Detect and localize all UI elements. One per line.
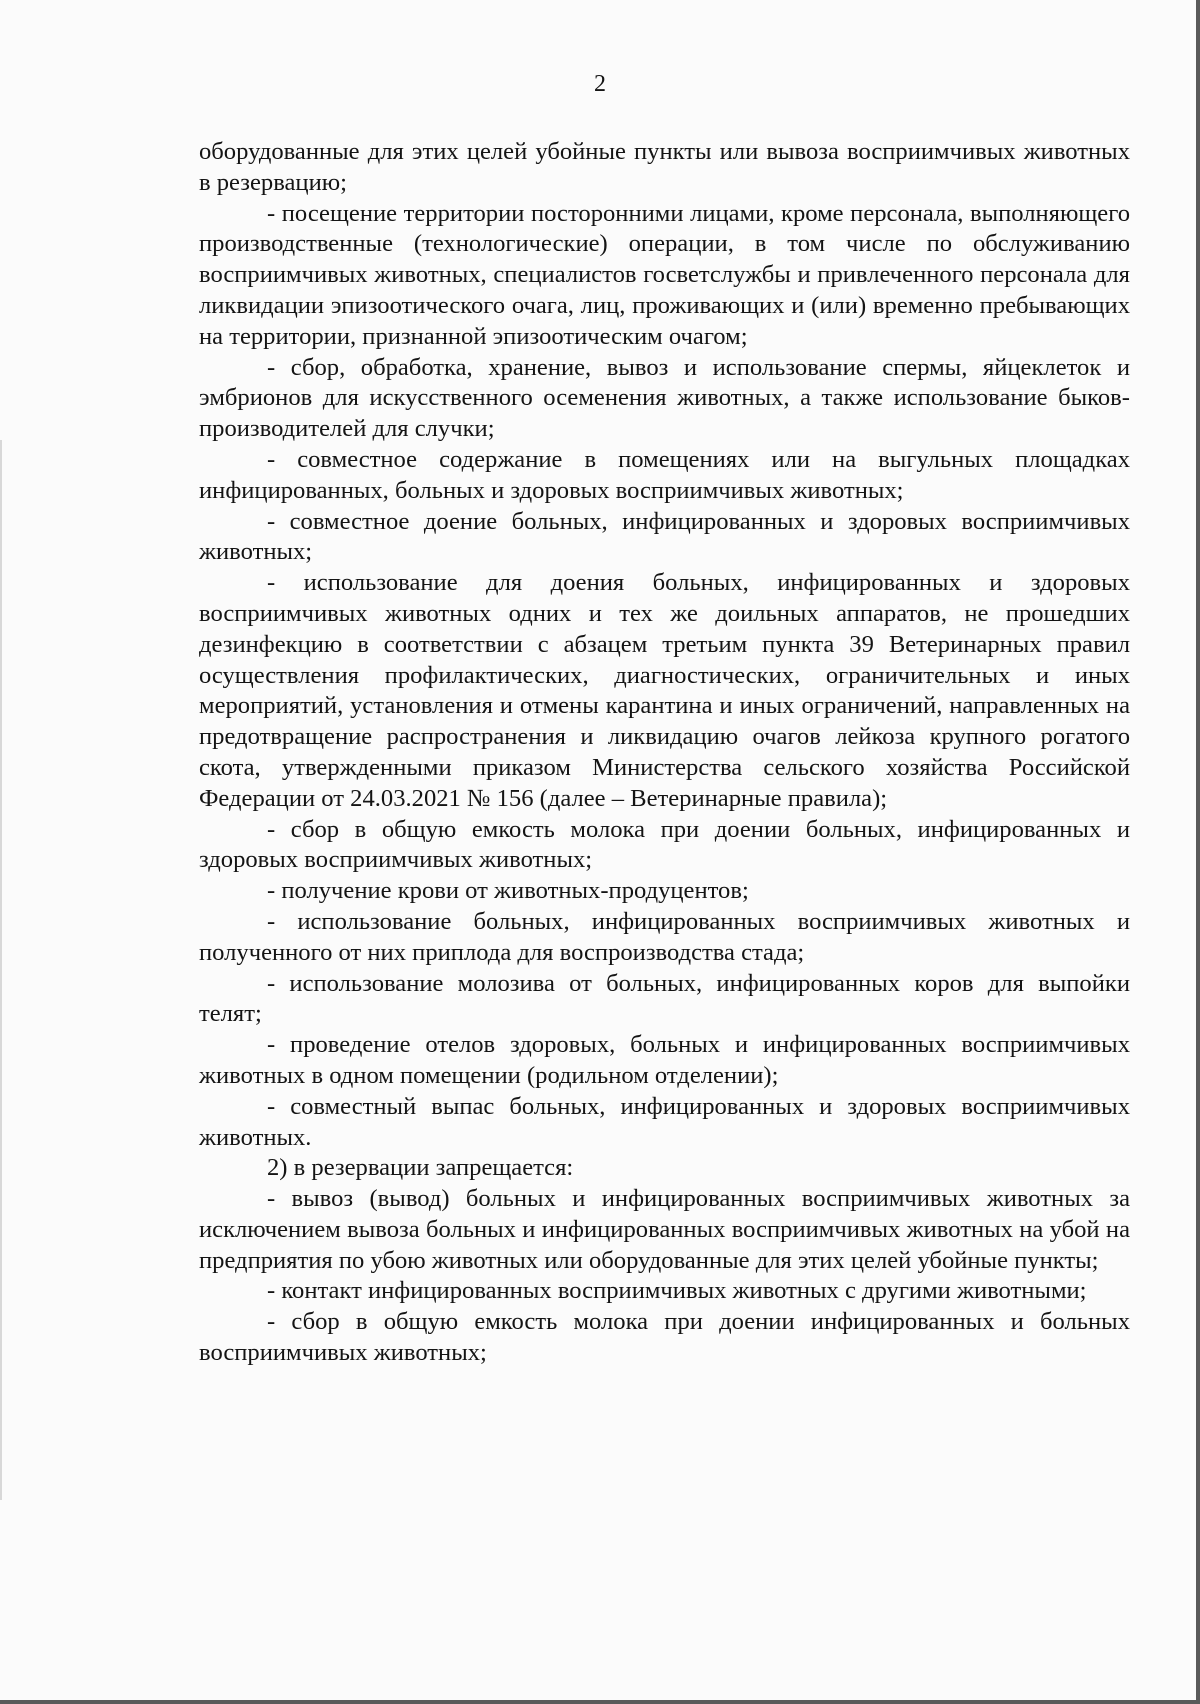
paragraph: - получение крови от животных-продуцентов; xyxy=(267,877,749,905)
paragraph: - использование больных, инфицированных восприимчивых животных и полученного от них приплода для воспроизводства стада; xyxy=(199,907,1130,966)
paragraph: - проведение отелов здоровых, больных и инфицированных восприимчивых животных в одном помещении (родильном отделении); xyxy=(199,1031,1130,1089)
scan-edge-right xyxy=(1196,0,1200,1704)
paragraph: - контакт инфицированных восприимчивых животных с другими животными; xyxy=(267,1277,1087,1305)
paragraph: - посещение территории посторонними лицами, кроме персонала, выполняющего производственные (технологические) операции, в том числе по обслуживанию восприимчивых животных, специалистов госветслужбы и привлеченного персонала для ликвидации эпизоотического очага, лиц, проживающих и (или) временно пребывающих на территории, признанной эпизоотическим очагом; xyxy=(199,199,1130,350)
paragraph: - сбор в общую емкость молока при доении инфицированных и больных восприимчивых животных; xyxy=(199,1308,1130,1367)
paragraph: 2) в резервации запрещается: xyxy=(267,1154,574,1182)
paragraph: - сбор в общую емкость молока при доении больных, инфицированных и здоровых восприимчивых животных; xyxy=(199,815,1130,874)
page-number: 2 xyxy=(594,71,606,97)
scan-edge-bottom xyxy=(0,1700,1200,1704)
paragraph: - вывоз (вывод) больных и инфицированных восприимчивых животных за исключением вывоза больных и инфицированных восприимчивых животных на убой на предприятия по убою животных или оборудованные для этих целей убойные пункты; xyxy=(199,1185,1130,1274)
paragraph: оборудованные для этих целей убойные пункты или вывоза восприимчивых животных в резервацию; xyxy=(199,138,1130,196)
paragraph: - совместный выпас больных, инфицированных и здоровых восприимчивых животных. xyxy=(199,1092,1130,1151)
paragraph: - сбор, обработка, хранение, вывоз и использование спермы, яйцеклеток и эмбрионов для искусственного осеменения животных, а также использование быков-производителей для случки; xyxy=(199,353,1130,443)
scan-edge-left xyxy=(0,440,2,1500)
paragraph: - использование для доения больных, инфицированных и здоровых восприимчивых животных одних и тех же доильных аппаратов, не прошедших дезинфекцию в соответствии с абзацем третьим пункта 39 Ветеринарных правил осуществления профилактических, диагностических, ограничительных и иных мероприятий, установления и отмены карантина и иных ограничений, направленных на предотвращение распространения и ликвидацию очагов лейкоза крупного рогатого скота, утвержденными приказом Министерства сельского хозяйства Российской Федерации от 24.03.2021 № 156 (далее – Ветеринарные правила); xyxy=(199,569,1130,812)
paragraph: - совместное содержание в помещениях или на выгульных площадках инфицированных, больных и здоровых восприимчивых животных; xyxy=(199,445,1130,504)
document-body xyxy=(199,137,1130,1369)
paragraph: - использование молозива от больных, инфицированных коров для выпойки телят; xyxy=(199,969,1130,1028)
paragraph: - совместное доение больных, инфицированных и здоровых восприимчивых животных; xyxy=(199,507,1130,566)
